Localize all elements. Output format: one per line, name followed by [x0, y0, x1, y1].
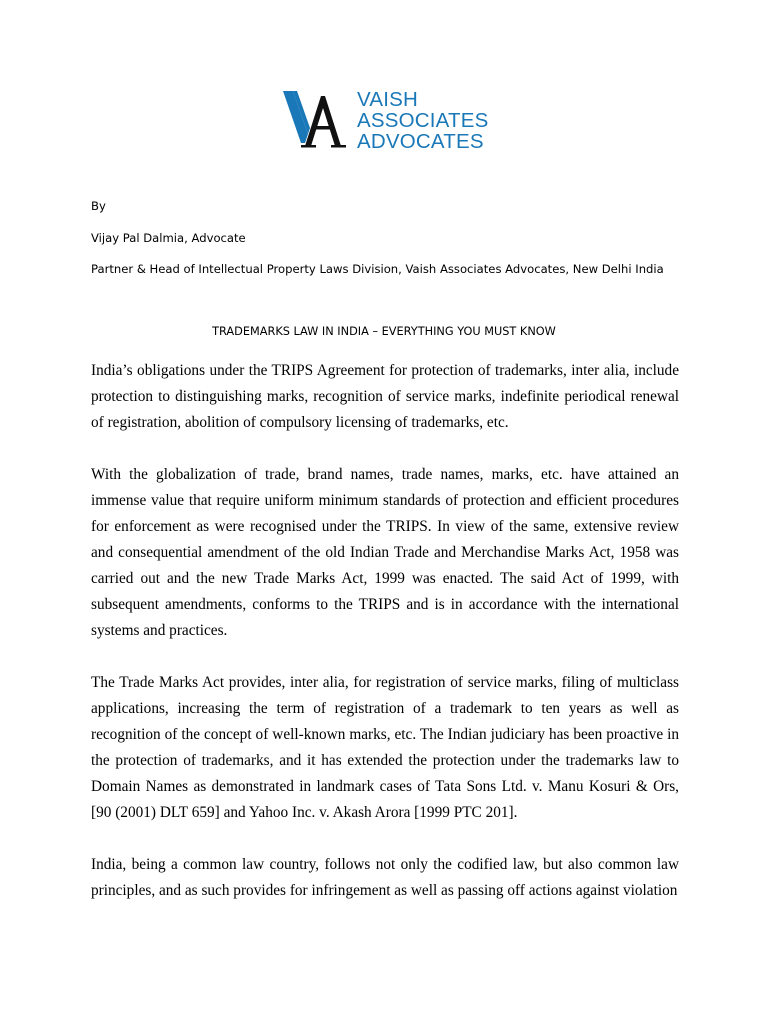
va-monogram-logo [283, 88, 353, 150]
vaish-associates-logo [283, 88, 493, 154]
byline-label: By [91, 199, 106, 213]
paragraph: The Trade Marks Act provides, inter alia, for registration of service marks, filing of multiclass applications, increasing the term of registration of a trademark to ten years as well as recognition of the concept of well-known marks, etc. The Indian judiciary has been proactive in the protection of trademarks, and it has extended the protection under the trademarks law to Domain Names as demonstrated in landmark cases of Tata Sons Ltd. v. Manu Kosuri & Ors, [90 (2001) DLT 659] and Yahoo Inc. v. Akash Arora [1999 PTC 201]. [91, 674, 679, 821]
author-name: Vijay Pal Dalmia, Advocate [91, 231, 246, 245]
document-body [91, 358, 679, 930]
logo-wordmark [357, 89, 489, 152]
paragraph: India, being a common law country, follows not only the codified law, but also common law principles, and as such provides for infringement as well as passing off actions against violation [91, 856, 679, 899]
paragraph: India’s obligations under the TRIPS Agreement for protection of trademarks, inter alia, include protection to distinguishing marks, recognition of service marks, indefinite periodical renewal of registration, abolition of compulsory licensing of trademarks, etc. [91, 362, 679, 431]
logo-line-advocates: ADVOCATES [357, 130, 484, 153]
document-title: TRADEMARKS LAW IN INDIA – EVERYTHING YOU MUST KNOW [212, 325, 556, 338]
logo-line-associates: ASSOCIATES [357, 109, 489, 132]
paragraph: With the globalization of trade, brand names, trade names, marks, etc. have attained an immense value that require uniform minimum standards of protection and efficient procedures for enforcement as were recognised under the TRIPS. In view of the same, extensive review and consequential amendment of the old Indian Trade and Merchandise Marks Act, 1958 was carried out and the new Trade Marks Act, 1999 was enacted. The said Act of 1999, with subsequent amendments, conforms to the TRIPS and is in accordance with the international systems and practices. [91, 466, 679, 639]
logo-line-vaish: VAISH [357, 88, 418, 111]
author-role: Partner & Head of Intellectual Property Laws Division, Vaish Associates Advocates, New Delhi India [91, 262, 664, 276]
